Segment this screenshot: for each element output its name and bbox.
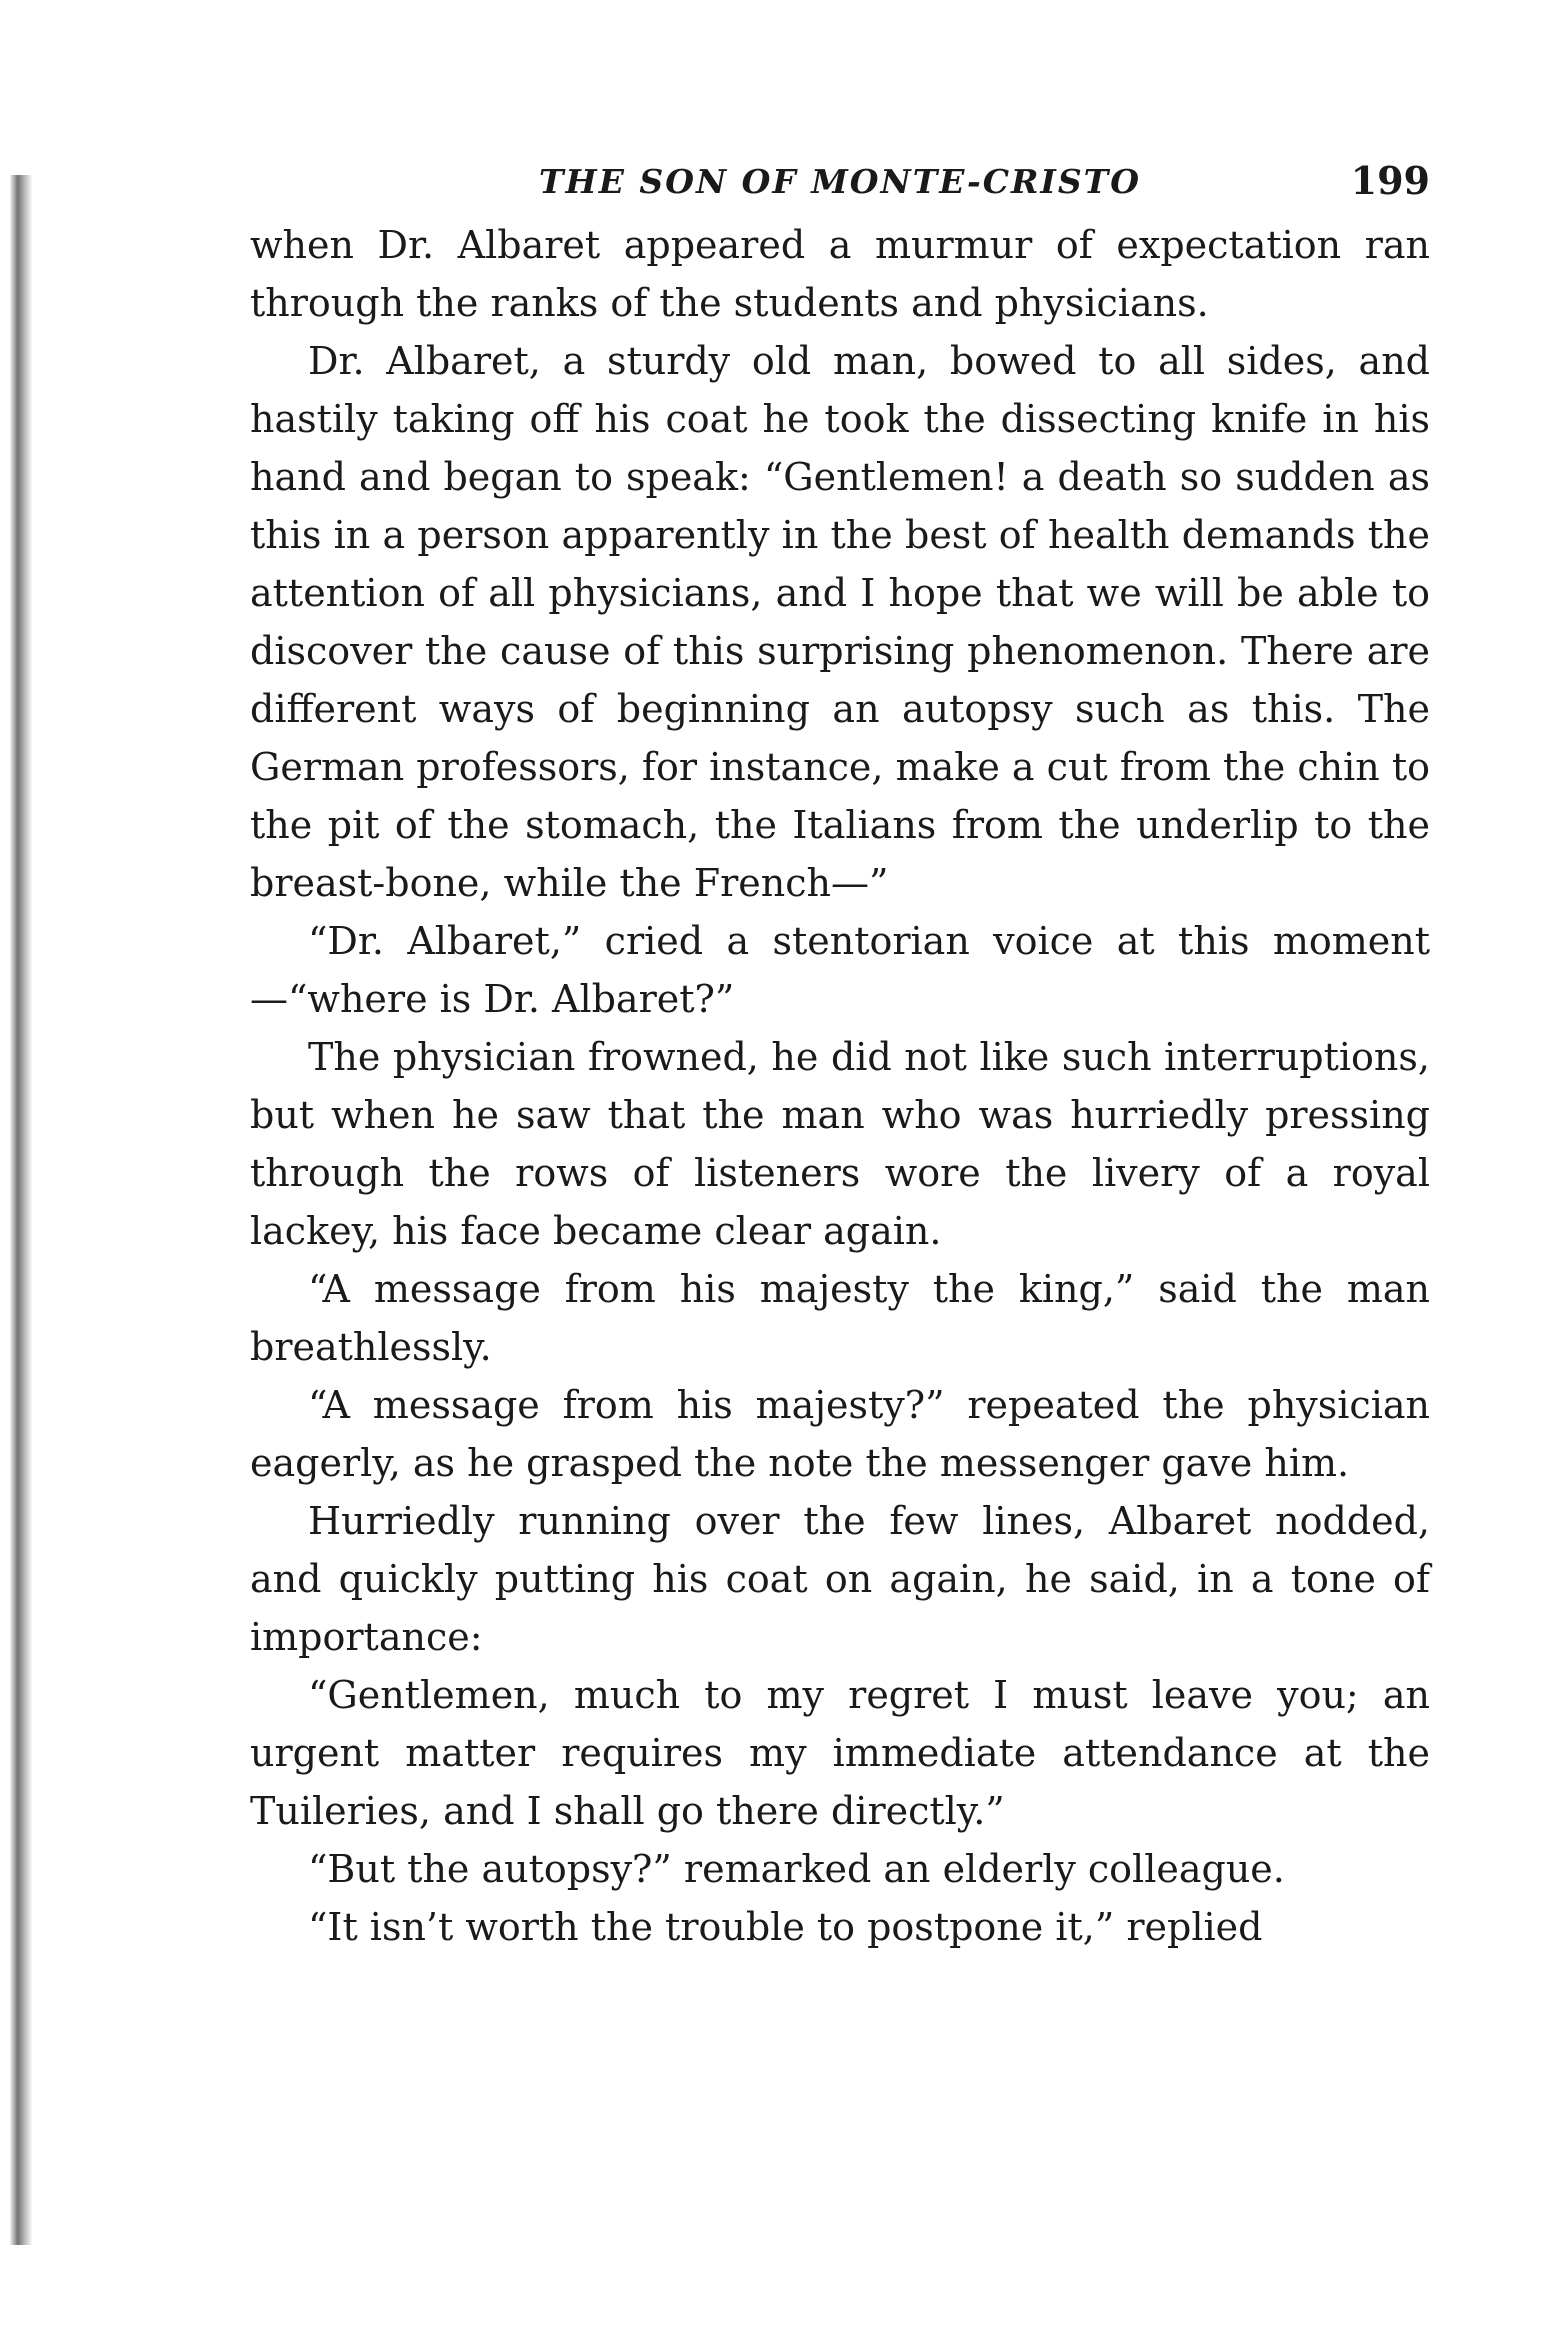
paragraph: The physician frowned, he did not like such interruptions, but when he saw that the man who was hurriedly pressing through the rows of listeners wore the livery of a royal lackey, his face became clear again. bbox=[250, 1035, 1430, 1253]
paragraph: “But the autopsy?” remarked an elderly colleague. bbox=[308, 1847, 1285, 1891]
paragraph: when Dr. Albaret appeared a murmur of expectation ran through the ranks of the students and physicians. bbox=[250, 223, 1430, 325]
page-number: 199 bbox=[1350, 158, 1430, 203]
running-header bbox=[250, 150, 1430, 210]
paragraph: Hurriedly running over the few lines, Albaret nodded, and quickly putting his coat on again, he said, in a tone of importance: bbox=[250, 1499, 1430, 1659]
paragraph: “A message from his majesty?” repeated the physician eagerly, as he grasped the note the messenger gave him. bbox=[250, 1383, 1430, 1485]
paragraph: “Gentlemen, much to my regret I must leave you; an urgent matter requires my immediate attendance at the Tuileries, and I shall go there directly.” bbox=[250, 1673, 1430, 1833]
book-page bbox=[250, 150, 1430, 1956]
paragraph: “A message from his majesty the king,” said the man breathlessly. bbox=[250, 1267, 1430, 1369]
paragraph: “It isn’t worth the trouble to postpone it,” replied bbox=[308, 1905, 1263, 1949]
scan-binding-edge bbox=[10, 175, 32, 2245]
paragraph: Dr. Albaret, a sturdy old man, bowed to all sides, and hastily taking off his coat he took the dissecting knife in his hand and began to speak: “Gentlemen! a death so sudden as this in a person apparently in the best of health demands the attention of all physicians, and I hope that we will be able to discover the cause of this surprising phenomenon. There are different ways of beginning an autopsy such as this. The German professors, for instance, make a cut from the chin to the pit of the stomach, the Italians from the underlip to the breast-bone, while the French—” bbox=[250, 339, 1430, 905]
paragraph: “Dr. Albaret,” cried a stentorian voice at this moment—“where is Dr. Albaret?” bbox=[250, 919, 1430, 1021]
running-title: THE SON OF MONTE-CRISTO bbox=[539, 162, 1141, 201]
body-text bbox=[250, 216, 1430, 1956]
